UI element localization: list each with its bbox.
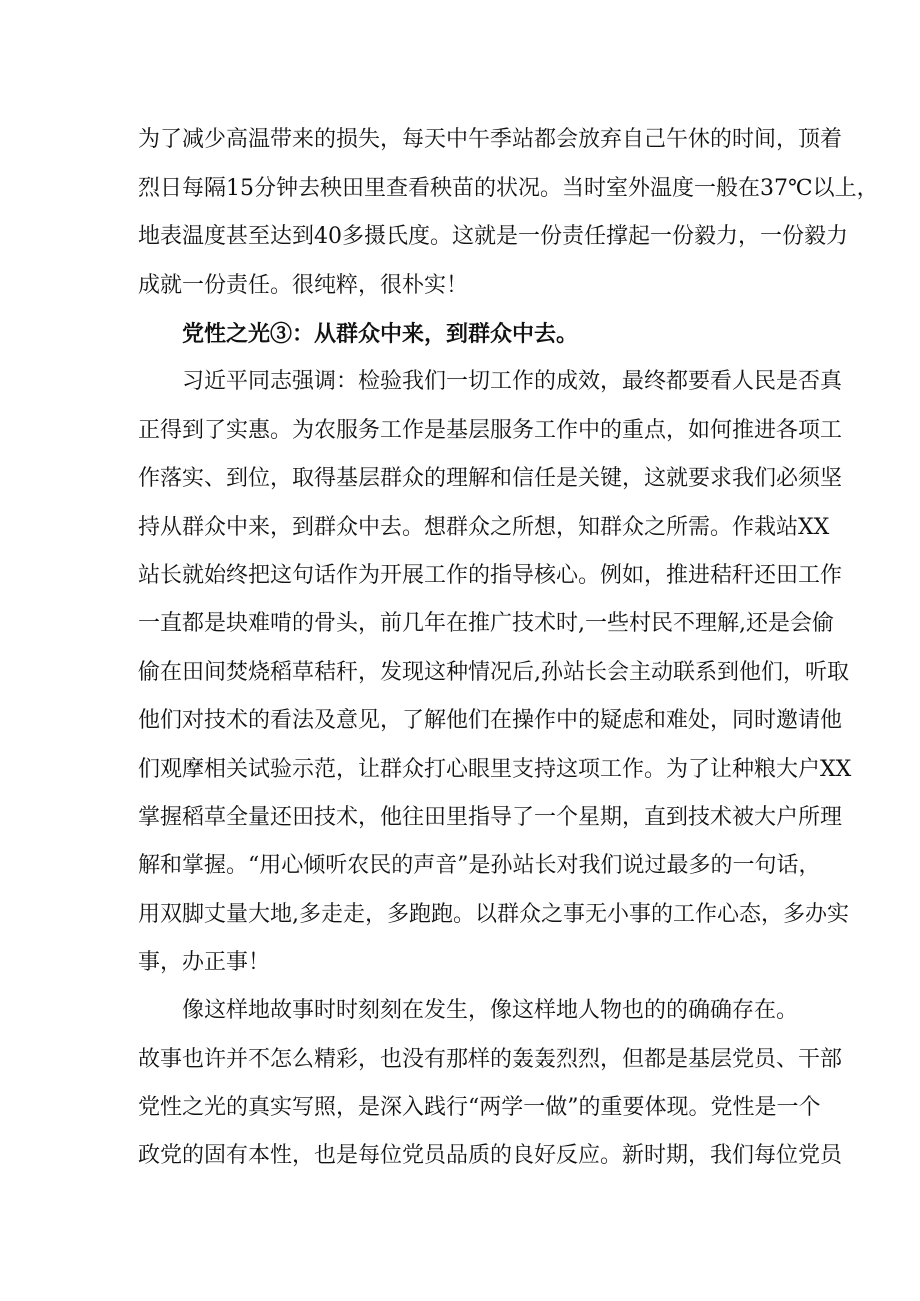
paragraph-2-line-7: 偷在田间焚烧稻草秸秆，发现这种情况后,孙站长会主动联系到他们，听取: [138, 660, 849, 685]
paragraph-2-line-9: 们观摩相关试验示范，让群众打心眼里支持这项工作。为了让种粮大户XX: [138, 757, 852, 782]
paragraph-2-line-1: 习近平同志强调：检验我们一切工作的成效，最终都要看人民是否真: [182, 369, 843, 394]
paragraph-2-line-3: 作落实、到位，取得基层群众的理解和信任是关键，这就要求我们必须坚: [138, 466, 843, 491]
paragraph-3-line-4: 政党的固有本性，也是每位党员品质的良好反应。新时期，我们每位党员: [138, 1143, 843, 1168]
paragraph-1-line-2: 烈日每隔15分钟去秧田里查看秧苗的状况。当时室外温度一般在37℃以上，: [138, 176, 879, 201]
paragraph-3-line-2: 故事也许并不怎么精彩，也没有那样的轰轰烈烈，但都是基层党员、干部: [138, 1047, 843, 1072]
paragraph-2-line-5: 站长就始终把这句话作为开展工作的指导核心。例如，推进秸秆还田工作: [138, 563, 843, 588]
paragraph-2-line-4: 持从群众中来，到群众中去。想群众之所想，知群众之所需。作栽站XX: [138, 515, 830, 540]
paragraph-2-line-11: 解和掌握。“用心倾听农民的声音”是孙站长对我们说过最多的一句话，: [138, 853, 821, 878]
paragraph-1-line-3: 地表温度甚至达到40多摄氏度。这就是一份责任撑起一份毅力，一份毅力: [138, 224, 848, 249]
paragraph-2-line-8: 他们对技术的看法及意见，了解他们在操作中的疑虑和难处，同时邀请他: [138, 708, 843, 733]
paragraph-3-line-3: 党性之光的真实写照，是深入践行“两学一做”的重要体现。党性是一个: [138, 1095, 821, 1120]
paragraph-2-line-10: 掌握稻草全量还田技术，他往田里指导了一个星期，直到技术被大户所理: [138, 805, 843, 830]
paragraph-2-line-13: 事，办正事！: [138, 950, 271, 975]
paragraph-1-line-4: 成就一份责任。很纯粹，很朴实！: [138, 273, 469, 298]
paragraph-2-line-12: 用双脚丈量大地,多走走，多跑跑。以群众之事无小事的工作心态，多办实: [138, 902, 849, 927]
section-heading-3: 党性之光③：从群众中来，到群众中去。: [182, 321, 579, 347]
paragraph-3-line-1: 像这样地故事时时刻刻在发生，像这样地人物也的的确确存在。: [182, 998, 799, 1023]
paragraph-2-line-6: 一直都是块难啃的骨头，前几年在推广技术时,一些村民不理解,还是会偷: [138, 611, 834, 636]
paragraph-1-line-1: 为了减少高温带来的损失，每天中午季站都会放弃自己午休的时间，顶着: [138, 127, 843, 152]
paragraph-2-line-2: 正得到了实惠。为农服务工作是基层服务工作中的重点，如何推进各项工: [138, 418, 843, 443]
